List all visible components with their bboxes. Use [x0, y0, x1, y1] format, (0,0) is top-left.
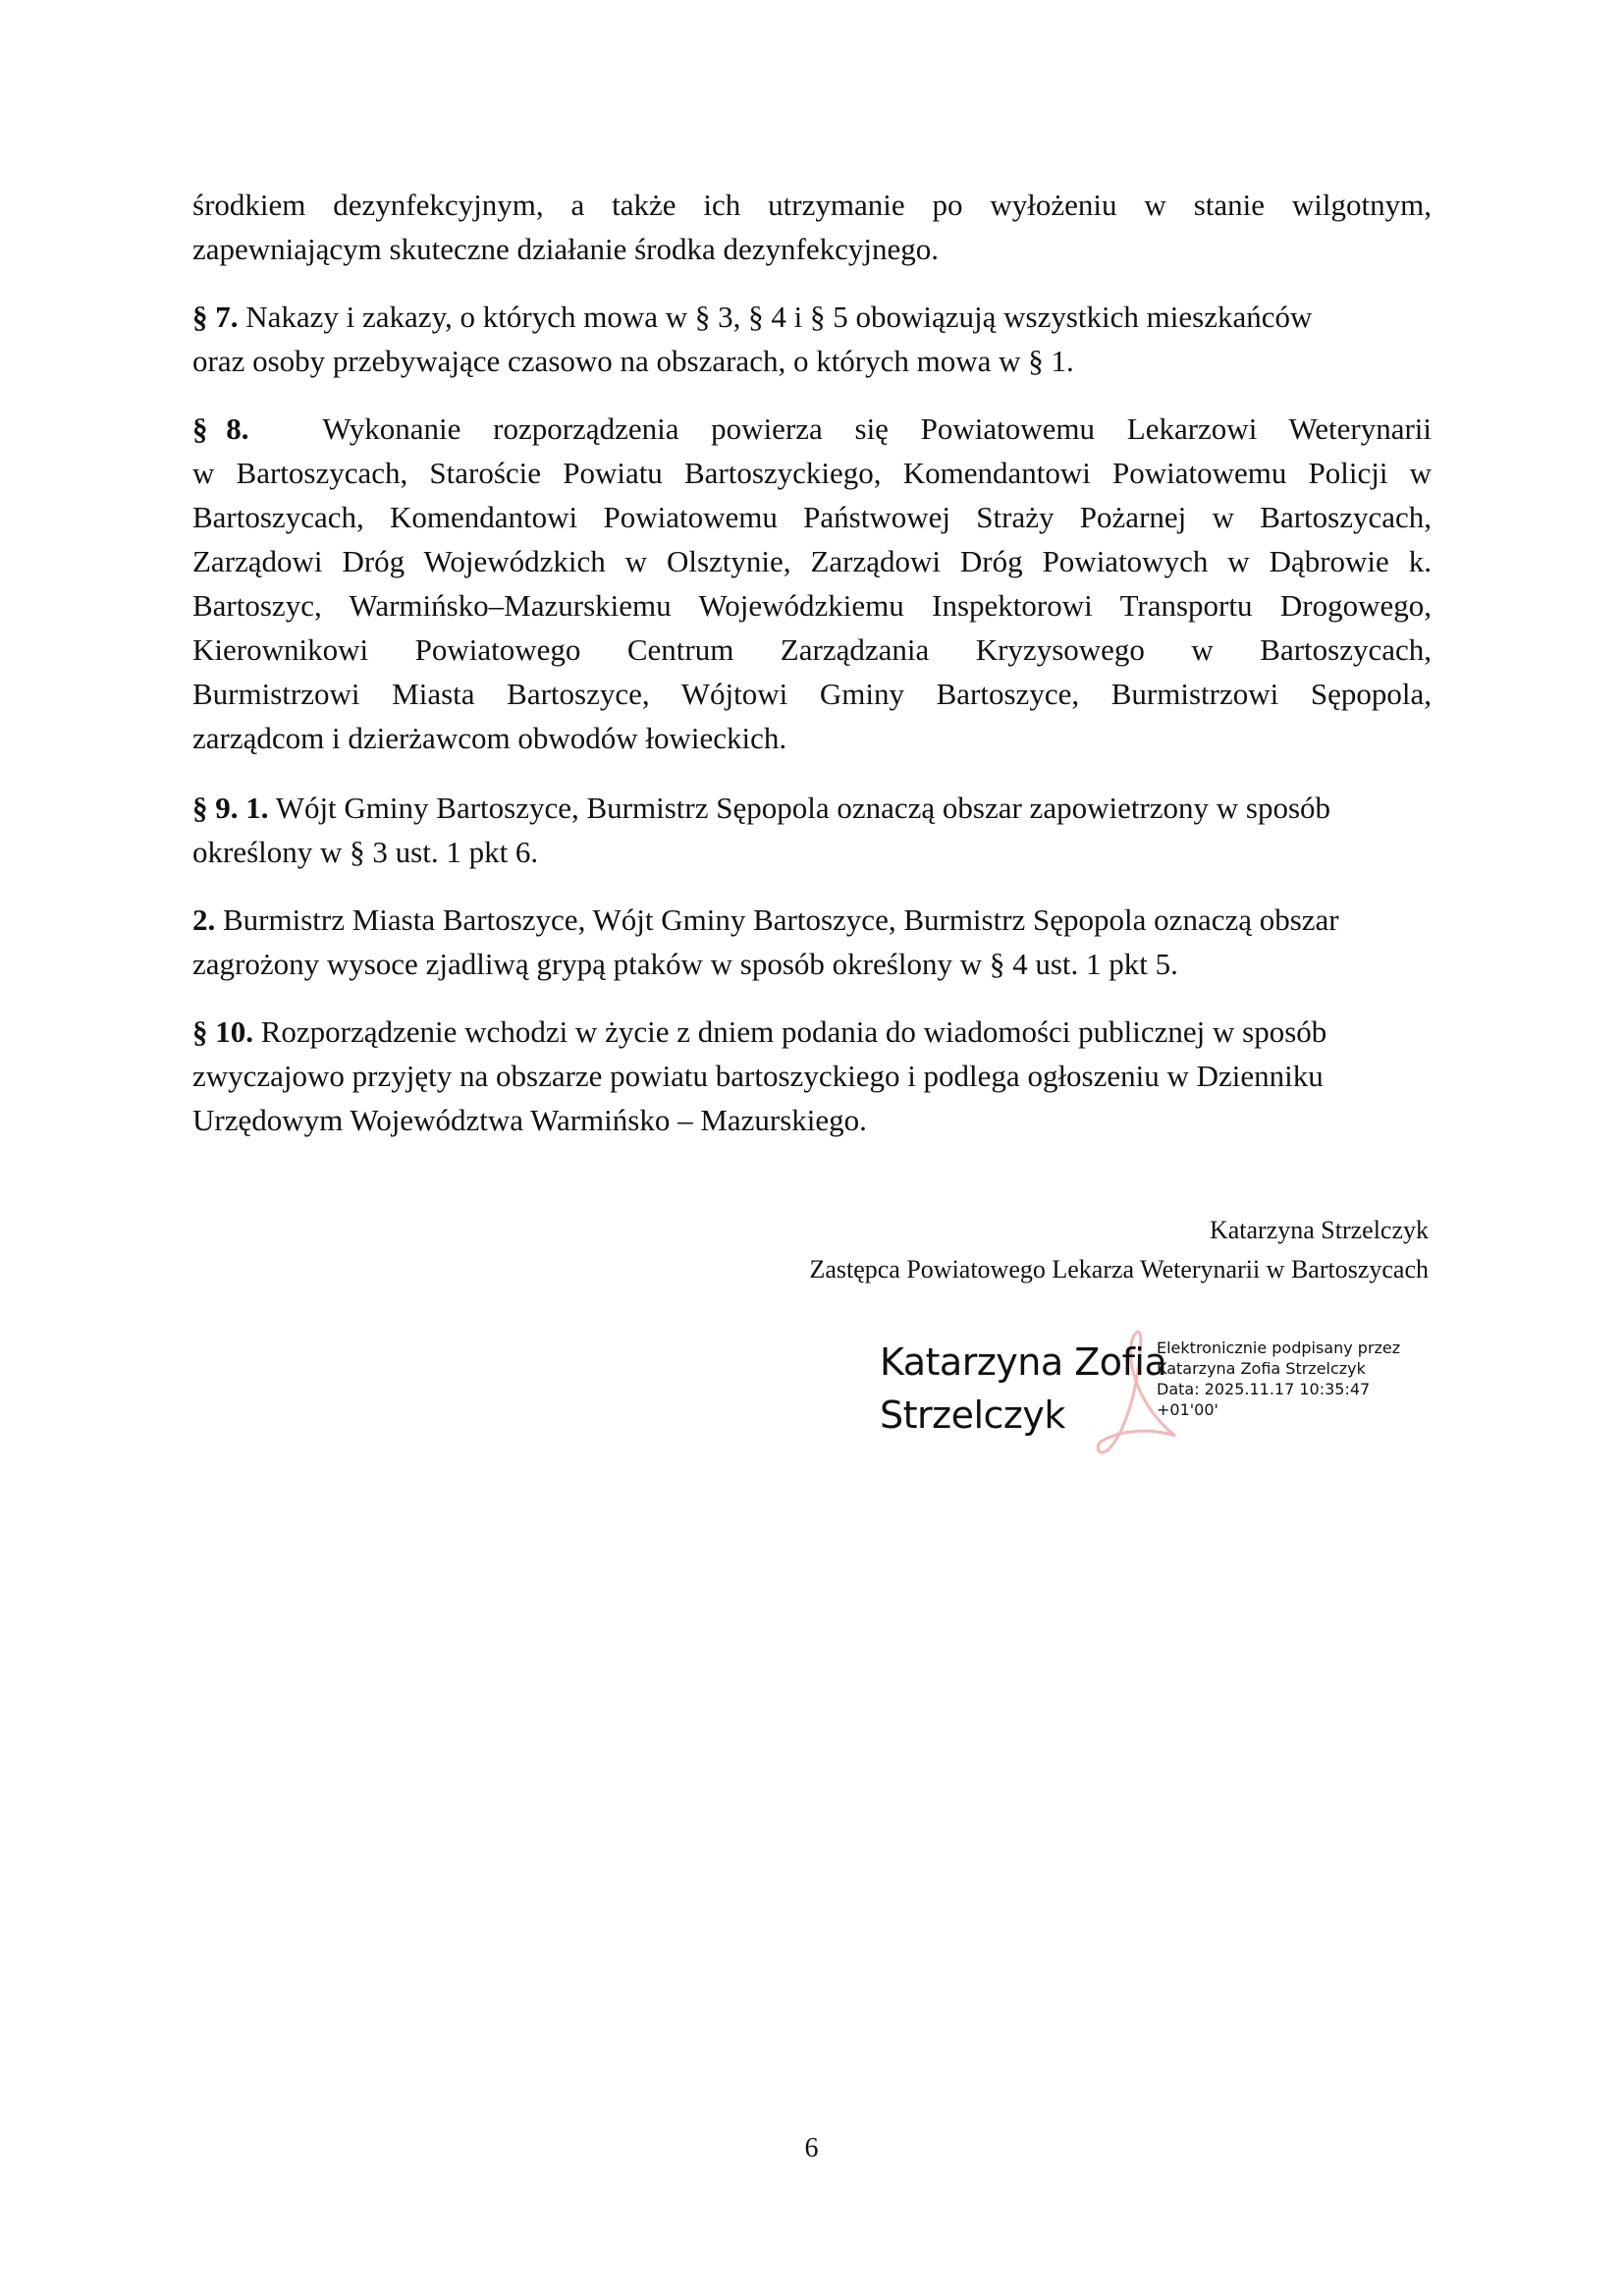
paragraph-9-item-2: [192, 898, 1432, 986]
signature-detail-line: Katarzyna Zofia Strzelczyk: [1157, 1359, 1366, 1378]
signature-detail-line: +01'00': [1157, 1400, 1218, 1419]
signatory-title: Zastępca Powiatowego Lekarza Weterynarii w Bartoszycach: [809, 1255, 1429, 1284]
text-line: zarządcom i dzierżawcom obwodów łowieckich.: [192, 721, 787, 755]
text-line: zwyczajowo przyjęty na obszarze powiatu bartoszyckiego i podlega ogłoszeniu w Dzienniku: [192, 1059, 1324, 1093]
paragraph-label: § 9. 1.: [192, 791, 269, 825]
text-line: [192, 1010, 1432, 1054]
text-line: określony w § 3 ust. 1 pkt 6.: [192, 835, 539, 869]
text-line: Zarządowi Dróg Wojewódzkich w Olsztynie, Zarządowi Dróg Powiatowych w Dąbrowie k.: [192, 544, 1432, 578]
text-line: Bartoszycach, Komendantowi Powiatowemu Państwowej Straży Pożarnej w Bartoszycach,: [192, 500, 1432, 534]
signature-details: [1157, 1338, 1400, 1420]
text-line: Bartoszyc, Warmińsko–Mazurskiemu Wojewódzkiemu Inspektorowi Transportu Drogowego,: [192, 588, 1432, 623]
text-line: środkiem dezynfekcyjnym, a także ich utrzymanie po wyłożeniu w stanie wilgotnym,: [192, 188, 1432, 222]
paragraph-10: [192, 1010, 1432, 1142]
paragraph-7: [192, 295, 1432, 383]
signature-detail-line: Data: 2025.11.17 10:35:47: [1157, 1380, 1371, 1398]
paragraph-label: § 8.: [192, 411, 249, 446]
text-line: [192, 898, 1432, 942]
signature-detail-line: Elektronicznie podpisany przez: [1157, 1339, 1401, 1357]
paragraph-text: Wykonanie rozporządzenia powierza się Powiatowemu Lekarzowi Weterynarii: [322, 411, 1433, 446]
paragraph-9-item-1: [192, 786, 1432, 874]
paragraph-8: [192, 407, 1432, 760]
text-line: zapewniającym skuteczne działanie środka dezynfekcyjnego.: [192, 232, 939, 266]
electronic-signature: [880, 1336, 1430, 1463]
continuation-paragraph: [192, 183, 1432, 271]
paragraph-text: Wójt Gminy Bartoszyce, Burmistrz Sępopola oznaczą obszar zapowietrzony w sposób: [268, 791, 1331, 825]
text-line: Urzędowym Województwa Warmińsko – Mazurskiego.: [192, 1103, 867, 1137]
paragraph-label: § 7.: [192, 300, 239, 334]
signatory-block: [809, 1211, 1429, 1289]
text-line: Burmistrzowi Miasta Bartoszyce, Wójtowi Gminy Bartoszyce, Burmistrzowi Sępopola,: [192, 677, 1432, 711]
text-line: [192, 407, 1432, 451]
text-line: Kierownikowi Powiatowego Centrum Zarządzania Kryzysowego w Bartoszycach,: [192, 632, 1432, 667]
page-number: 6: [804, 2133, 819, 2163]
signature-name-line: Strzelczyk: [880, 1394, 1065, 1437]
text-line: [192, 786, 1432, 830]
paragraph-label: 2.: [192, 902, 216, 937]
paragraph-text: Burmistrz Miasta Bartoszyce, Wójt Gminy Bartoszyce, Burmistrz Sępopola oznaczą obszar: [215, 902, 1339, 937]
text-line: w Bartoszycach, Staroście Powiatu Bartoszyckiego, Komendantowi Powiatowemu Policji w: [192, 456, 1432, 490]
paragraph-text: Nakazy i zakazy, o których mowa w § 3, § 4 i § 5 obowiązują wszystkich mieszkańców: [238, 300, 1313, 334]
signature-name: [880, 1336, 1166, 1442]
signature-name-line: Katarzyna Zofia: [880, 1340, 1167, 1384]
paragraph-text: Rozporządzenie wchodzi w życie z dniem podania do wiadomości publicznej w sposób: [253, 1014, 1327, 1049]
text-line: oraz osoby przebywające czasowo na obszarach, o których mowa w § 1.: [192, 344, 1074, 378]
text-line: zagrożony wysoce zjadliwą grypą ptaków w sposób określony w § 4 ust. 1 pkt 5.: [192, 947, 1178, 981]
paragraph-label: § 10.: [192, 1014, 253, 1049]
signatory-name: Katarzyna Strzelczyk: [1209, 1216, 1429, 1244]
text-line: [192, 295, 1432, 339]
